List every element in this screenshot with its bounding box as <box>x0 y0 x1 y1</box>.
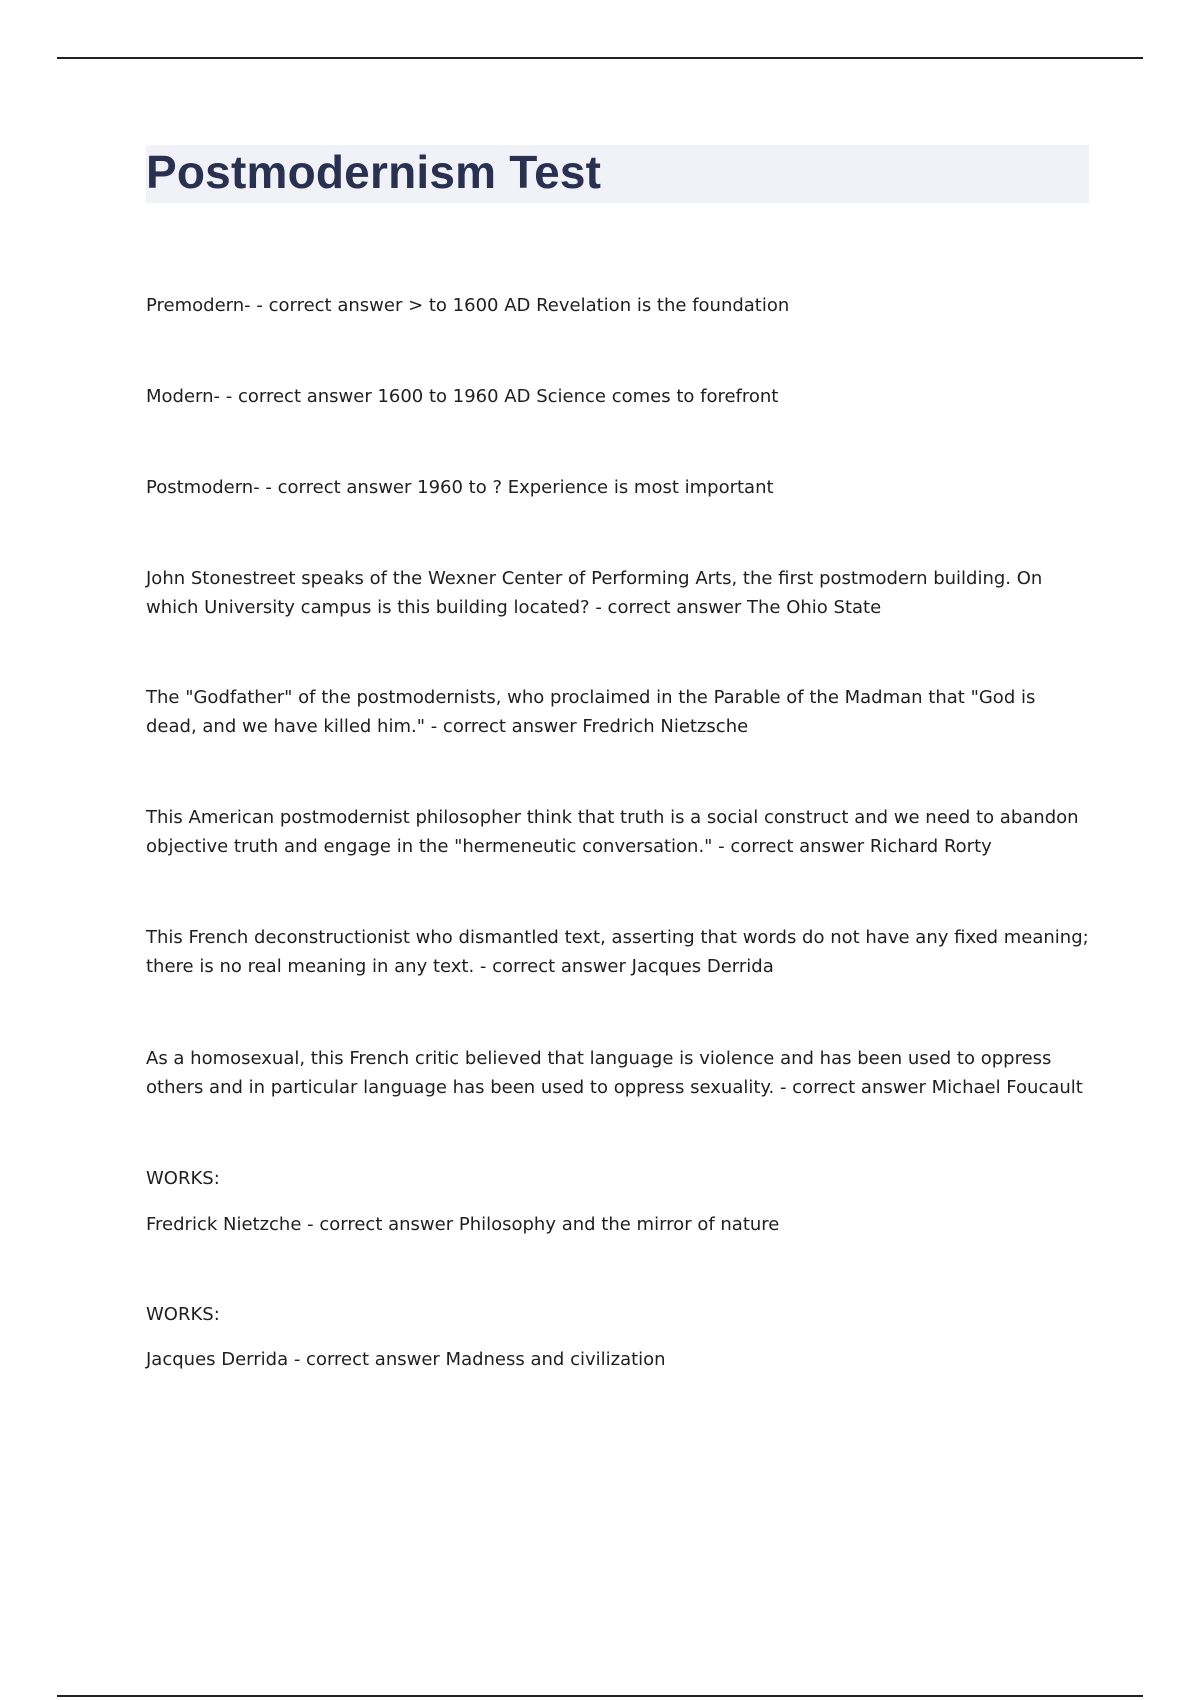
page-title: Postmodernism Test <box>146 146 602 198</box>
works-label-2: WORKS: <box>146 1304 220 1325</box>
qa-item-godfather: The "Godfather" of the postmodernists, who proclaimed in the Parable of the Madman that "God is dead, and we have killed him." - correct answer Fredrich Nietzsche <box>146 687 1036 737</box>
qa-item-french-critic: As a homosexual, this French critic believed that language is violence and has been used to oppress others and in particular language has been used to oppress sexuality. - correct answer Michael Foucault <box>146 1048 1083 1098</box>
works-item-derrida: Jacques Derrida - correct answer Madness and civilization <box>146 1349 666 1370</box>
qa-item-modern: Modern- - correct answer 1600 to 1960 AD Science comes to forefront <box>146 386 779 407</box>
qa-item-premodern: Premodern- - correct answer > to 1600 AD Revelation is the foundation <box>146 295 790 316</box>
qa-item-american-philosopher: This American postmodernist philosopher think that truth is a social construct and we need to abandon objective truth and engage in the "hermeneutic conversation." - correct answer Richard Rorty <box>146 807 1079 857</box>
bottom-rule <box>57 1695 1143 1697</box>
works-item-nietzche: Fredrick Nietzche - correct answer Philosophy and the mirror of nature <box>146 1214 780 1235</box>
works-label-1: WORKS: <box>146 1168 220 1189</box>
qa-item-wexner-center: John Stonestreet speaks of the Wexner Center of Performing Arts, the first postmodern building. On which University campus is this building located? - correct answer The Ohio State <box>146 568 1043 618</box>
qa-item-postmodern: Postmodern- - correct answer 1960 to ? Experience is most important <box>146 477 774 498</box>
top-rule <box>57 57 1143 59</box>
qa-item-french-deconstructionist: This French deconstructionist who dismantled text, asserting that words do not have any fixed meaning; there is no real meaning in any text. - correct answer Jacques Derrida <box>146 927 1089 977</box>
